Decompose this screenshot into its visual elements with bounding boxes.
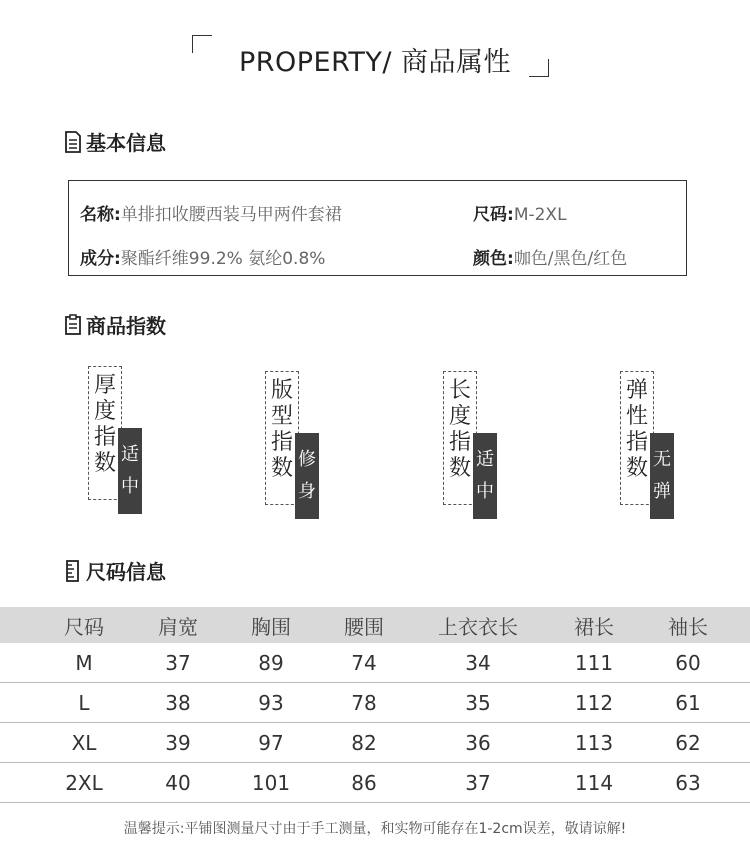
index-label-box <box>443 371 477 505</box>
section-index-heading <box>64 310 166 339</box>
section-size-heading <box>64 556 166 585</box>
index-value-tag <box>650 433 674 519</box>
table-row <box>0 763 750 803</box>
table-cell: 37 <box>465 770 491 795</box>
page-title: PROPERTY/ 商品属性 <box>238 47 512 78</box>
index-value-char: 修 <box>298 449 316 470</box>
clipboard-icon <box>64 314 82 336</box>
measurement-note: 温馨提示:平铺图测量尺寸由于手工测量，和实物可能存在1-2cm误差，敬请谅解! <box>123 821 627 837</box>
info-material-value: 聚酯纤维99.2% 氨纶0.8% <box>120 249 326 269</box>
table-cell: 114 <box>574 770 614 795</box>
table-header-cell: 上衣衣长 <box>438 614 518 639</box>
index-label-char: 版 <box>270 378 293 403</box>
info-size <box>473 200 567 225</box>
index-value-char: 中 <box>121 476 139 497</box>
size-table <box>0 607 750 803</box>
index-value-tag <box>118 428 142 514</box>
table-cell: 61 <box>675 690 701 715</box>
index-value-char: 弹 <box>653 481 671 502</box>
index-label-char: 数 <box>625 456 648 481</box>
section-index-title: 商品指数 <box>86 314 166 338</box>
index-value-char: 身 <box>298 481 316 502</box>
index-value-tag <box>295 433 319 519</box>
index-label-box <box>620 371 654 505</box>
index-label-char: 指 <box>448 430 471 455</box>
index-label-char: 长 <box>448 378 471 403</box>
index-value-char: 无 <box>653 449 671 470</box>
table-cell: 111 <box>574 650 614 675</box>
index-label-char: 弹 <box>625 378 648 403</box>
table-row <box>0 643 750 683</box>
info-color-value: 咖色/黑色/红色 <box>513 249 628 269</box>
table-cell: 97 <box>258 730 284 755</box>
table-cell: 39 <box>165 730 191 755</box>
table-cell: L <box>78 690 90 715</box>
info-material <box>80 244 325 269</box>
table-cell: 36 <box>465 730 491 755</box>
info-name <box>80 200 342 225</box>
index-label-char: 指 <box>93 425 116 450</box>
info-size-label: 尺码: <box>473 205 514 225</box>
table-cell: 35 <box>465 690 491 715</box>
section-basic-heading <box>64 127 166 156</box>
index-label-box <box>265 371 299 505</box>
table-cell: 89 <box>258 650 284 675</box>
info-material-label: 成分: <box>80 249 121 269</box>
info-color-label: 颜色: <box>473 249 514 269</box>
table-cell: 60 <box>675 650 701 675</box>
ruler-icon <box>64 560 82 582</box>
table-cell: XL <box>71 730 97 755</box>
info-name-value: 单排扣收腰西装马甲两件套裙 <box>120 205 342 225</box>
table-cell: 38 <box>165 690 191 715</box>
index-value-char: 适 <box>121 444 139 465</box>
table-header-cell: 裙长 <box>574 614 614 639</box>
index-label-char: 数 <box>270 456 293 481</box>
table-header-cell: 胸围 <box>251 614 291 639</box>
index-value-tag <box>473 433 497 519</box>
table-cell: 2XL <box>65 770 103 795</box>
table-header-cell: 肩宽 <box>158 614 198 639</box>
table-row <box>0 683 750 723</box>
index-value-char: 中 <box>476 481 494 502</box>
table-cell: 40 <box>165 770 191 795</box>
index-label-char: 厚 <box>93 373 116 398</box>
table-cell: 93 <box>258 690 284 715</box>
table-cell: 78 <box>351 690 377 715</box>
table-header-row <box>0 607 750 643</box>
table-cell: 63 <box>675 770 701 795</box>
section-size-title: 尺码信息 <box>86 560 166 584</box>
table-cell: 62 <box>675 730 701 755</box>
index-label-char: 型 <box>270 404 293 429</box>
table-header-cell: 腰围 <box>344 614 384 639</box>
info-name-label: 名称: <box>80 205 121 225</box>
index-value-char: 适 <box>476 449 494 470</box>
index-label-char: 数 <box>93 451 116 476</box>
table-cell: 82 <box>351 730 377 755</box>
table-cell: M <box>75 650 93 675</box>
info-size-value: M-2XL <box>513 205 567 225</box>
table-header-cell: 尺码 <box>64 614 104 639</box>
table-cell: 113 <box>574 730 614 755</box>
index-label-char: 数 <box>448 456 471 481</box>
index-label-char: 性 <box>625 404 648 429</box>
table-row <box>0 723 750 763</box>
table-cell: 112 <box>574 690 614 715</box>
table-cell: 37 <box>165 650 191 675</box>
basic-info-box <box>68 180 687 276</box>
table-cell: 101 <box>251 770 291 795</box>
index-label-char: 指 <box>625 430 648 455</box>
index-label-char: 指 <box>270 430 293 455</box>
section-basic-title: 基本信息 <box>86 131 166 155</box>
table-cell: 34 <box>465 650 491 675</box>
table-header-cell: 袖长 <box>668 614 708 639</box>
document-icon <box>64 131 82 153</box>
index-label-box <box>88 366 122 500</box>
table-cell: 86 <box>351 770 377 795</box>
info-color <box>473 244 627 269</box>
index-label-char: 度 <box>93 399 116 424</box>
index-label-char: 度 <box>448 404 471 429</box>
table-cell: 74 <box>351 650 377 675</box>
